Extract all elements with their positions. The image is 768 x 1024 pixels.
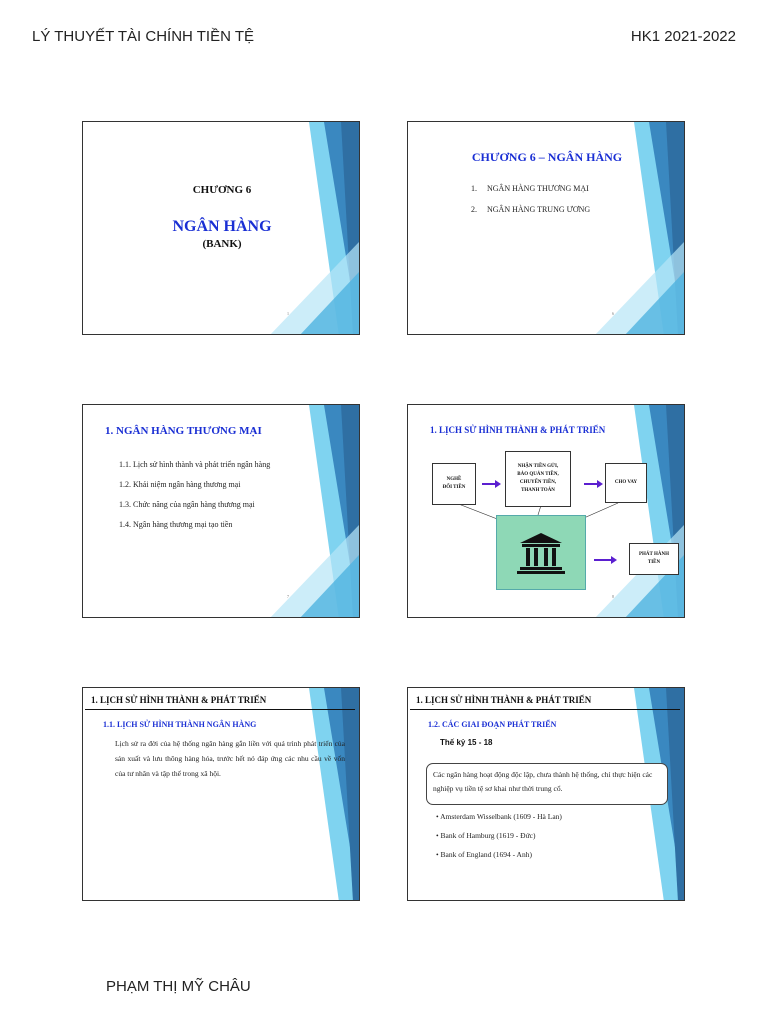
- box-money-changer: NGHỀ ĐỔI TIỀN: [432, 463, 476, 505]
- bank-list: [436, 812, 562, 869]
- bank-building-icon: [496, 515, 586, 590]
- list-item: 1.4. Ngân hàng thương mại tạo tiền: [119, 520, 233, 529]
- period-label: Thế kỷ 15 - 18: [440, 738, 493, 747]
- slide-number: 8: [612, 594, 614, 599]
- topic-list: [119, 460, 270, 540]
- slide-title: CHƯƠNG 6 – NGÂN HÀNG: [471, 150, 623, 164]
- arrow-right-icon: [584, 483, 598, 485]
- slide-6-development-stages: [407, 687, 685, 901]
- slide-decoration: [269, 405, 359, 618]
- box-issue-money: PHÁT HÀNH TIỀN: [629, 543, 679, 575]
- list-item: • Bank of England (1694 - Anh): [436, 850, 562, 859]
- list-item: • Amsterdam Wisselbank (1609 - Hà Lan): [436, 812, 562, 821]
- slide-4-history-diagram: [407, 404, 685, 618]
- slide-1-title: [82, 121, 360, 335]
- slide-subtitle: (BANK): [202, 238, 242, 250]
- list-item: 1. NGÂN HÀNG THƯƠNG MẠI: [471, 184, 589, 193]
- box-deposit-services: NHẬN TIỀN GỬI, BẢO QUẢN TIỀN, CHUYỂN TIỀN, THANH TOÁN: [505, 451, 571, 507]
- box-lending: CHO VAY: [605, 463, 647, 503]
- callout-box: Các ngân hàng hoạt động độc lập, chưa thành hệ thống, chỉ thực hiện các nghiệp vụ tiền tệ sơ khai như thời trung cổ.: [426, 763, 668, 805]
- document-header-title: LÝ THUYẾT TÀI CHÍNH TIỀN TỆ: [32, 28, 254, 45]
- slide-header-bar: 1. LỊCH SỬ HÌNH THÀNH & PHÁT TRIỂN: [85, 690, 355, 710]
- slide-subtitle: 1.1. LỊCH SỬ HÌNH THÀNH NGÂN HÀNG: [103, 720, 257, 729]
- slide-3-commercial-bank: [82, 404, 360, 618]
- slide-header-bar: 1. LỊCH SỬ HÌNH THÀNH & PHÁT TRIỂN: [410, 690, 680, 710]
- slide-5-history-text: [82, 687, 360, 901]
- arrow-right-icon: [482, 483, 496, 485]
- document-header-semester: HK1 2021-2022: [630, 28, 736, 45]
- slide-number: 7: [287, 594, 289, 599]
- list-item: • Bank of Hamburg (1619 - Đức): [436, 831, 562, 840]
- list-item: 1.3. Chức năng của ngân hàng thương mại: [119, 500, 255, 509]
- slide-title: NGÂN HÀNG: [172, 218, 272, 235]
- document-footer-author: PHẠM THỊ MỸ CHÂU: [106, 978, 251, 995]
- slide-title: 1. LỊCH SỬ HÌNH THÀNH & PHÁT TRIỂN: [430, 425, 606, 435]
- slide-2-outline: [407, 121, 685, 335]
- slide-subtitle: 1.2. CÁC GIAI ĐOẠN PHÁT TRIỂN: [428, 720, 557, 729]
- slide-number: 1: [287, 311, 289, 316]
- body-paragraph: Lịch sử ra đời của hệ thống ngân hàng gắn liền với quá trình phát triển của sản xuất và lưu thông hàng hóa, trước hết nó đáp ứng các nhu cầu về vốn của tư nhân và tập thể trong xã hội.: [115, 739, 345, 778]
- chapter-label: CHƯƠNG 6: [192, 184, 252, 196]
- slide-title: 1. NGÂN HÀNG THƯƠNG MẠI: [105, 425, 262, 437]
- list-item: 1.2. Khái niệm ngân hàng thương mại: [119, 480, 241, 489]
- list-item: 1.1. Lịch sử hình thành và phát triển ngân hàng: [119, 460, 271, 469]
- arrow-right-icon: [594, 559, 612, 561]
- slide-number: 6: [612, 311, 614, 316]
- outline-list: [471, 184, 590, 226]
- list-item: 2. NGÂN HÀNG TRUNG ƯƠNG: [471, 205, 591, 214]
- slide-decoration: [269, 688, 359, 901]
